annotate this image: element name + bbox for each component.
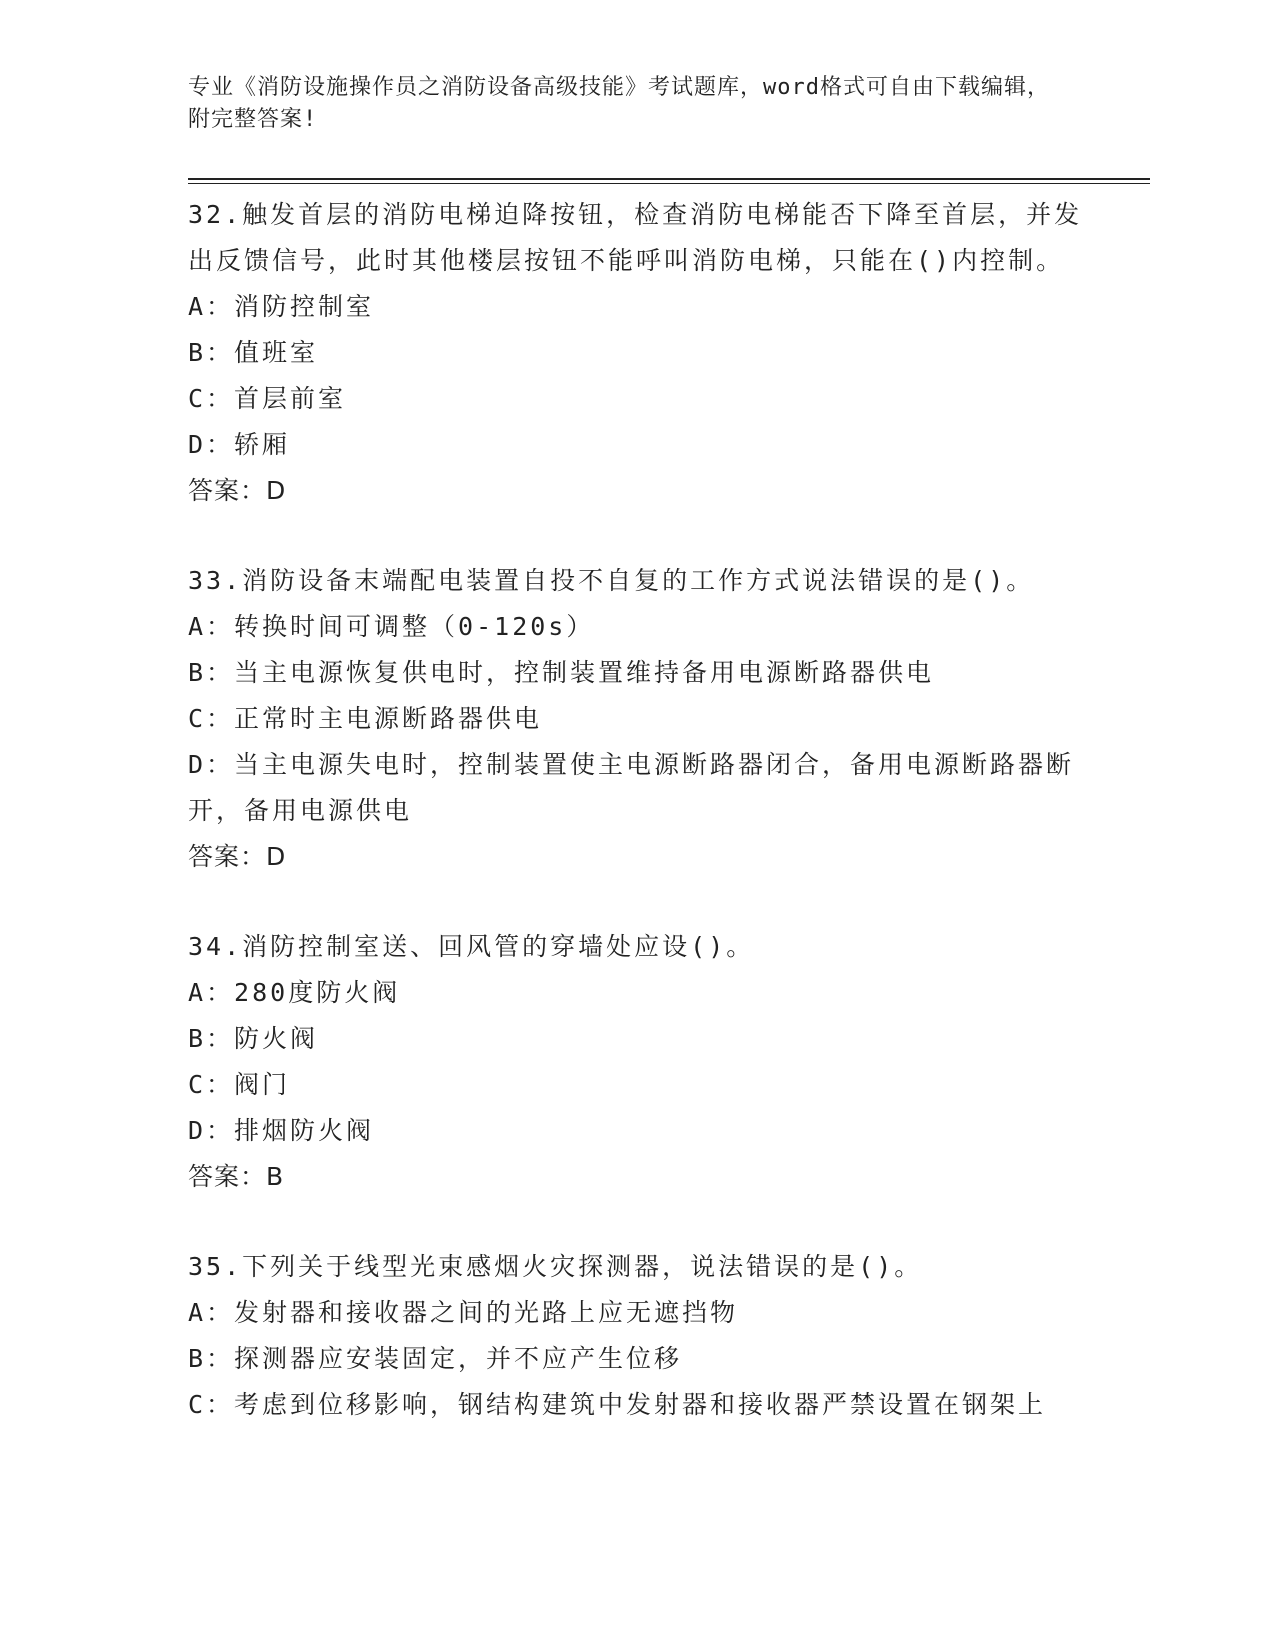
document-header: 专业《消防设施操作员之消防设备高级技能》考试题库，word格式可自由下载编辑，附完整答案! xyxy=(188,75,1050,132)
option-d: D：轿厢 xyxy=(188,430,291,459)
option-c: C：首层前室 xyxy=(188,384,347,413)
option-a: A：280度防火阀 xyxy=(188,978,401,1007)
header-rule-thin xyxy=(188,183,1150,184)
option-b: B：值班室 xyxy=(188,338,319,367)
answer-line: 答案：D xyxy=(188,842,287,871)
option-d: D：排烟防火阀 xyxy=(188,1116,375,1145)
option-c: C：考虑到位移影响，钢结构建筑中发射器和接收器严禁设置在钢架上 xyxy=(188,1390,1047,1419)
answer-line: 答案：B xyxy=(188,1162,285,1191)
option-d: D：当主电源失电时，控制装置使主电源断路器闭合，备用电源断路器断开，备用电源供电 xyxy=(188,750,1075,825)
question-list xyxy=(188,192,1088,1472)
option-b: B：探测器应安装固定，并不应产生位移 xyxy=(188,1344,683,1373)
option-a: A：发射器和接收器之间的光路上应无遮挡物 xyxy=(188,1298,739,1327)
header-rule-thick xyxy=(188,178,1150,180)
option-c: C：正常时主电源断路器供电 xyxy=(188,704,543,733)
question-stem: 32.触发首层的消防电梯迫降按钮，检查消防电梯能否下降至首层，并发出反馈信号，此时其他楼层按钮不能呼叫消防电梯，只能在()内控制。 xyxy=(188,200,1083,275)
answer-line: 答案：D xyxy=(188,476,287,505)
option-b: B：当主电源恢复供电时，控制装置维持备用电源断路器供电 xyxy=(188,658,935,687)
option-b: B：防火阀 xyxy=(188,1024,319,1053)
question-34 xyxy=(188,924,1088,1200)
question-33 xyxy=(188,558,1088,880)
option-a: A：消防控制室 xyxy=(188,292,375,321)
question-stem: 34.消防控制室送、回风管的穿墙处应设()。 xyxy=(188,932,755,961)
question-stem: 35.下列关于线型光束感烟火灾探测器，说法错误的是()。 xyxy=(188,1252,923,1281)
question-35 xyxy=(188,1244,1088,1428)
question-stem: 33.消防设备末端配电装置自投不自复的工作方式说法错误的是()。 xyxy=(188,566,1035,595)
option-c: C：阀门 xyxy=(188,1070,291,1099)
question-32 xyxy=(188,192,1088,514)
option-a: A：转换时间可调整（0-120s） xyxy=(188,612,595,641)
